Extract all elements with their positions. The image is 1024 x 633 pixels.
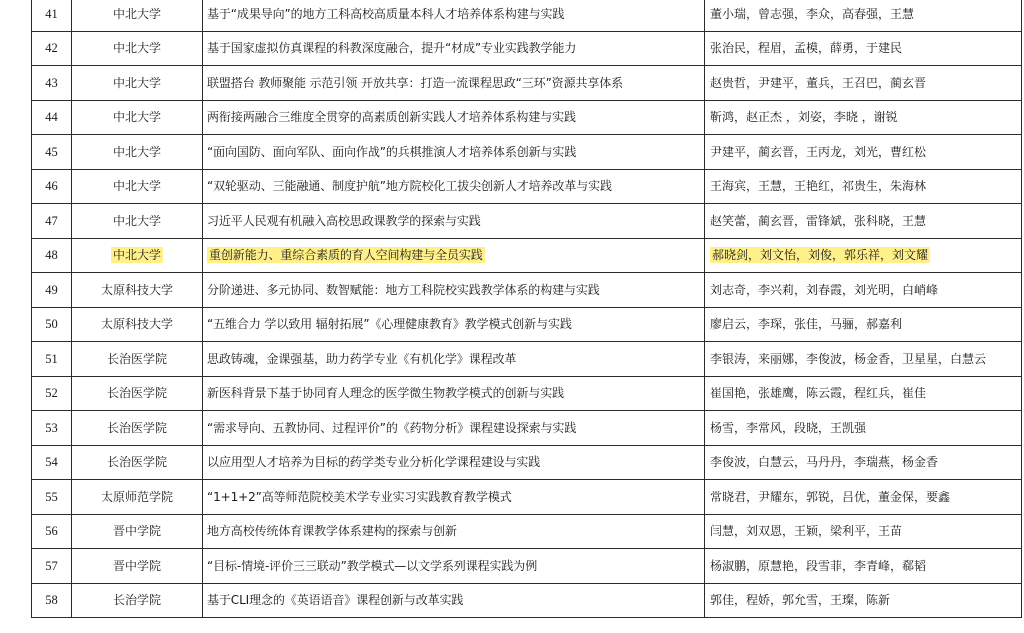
- authors-text: 张治民，程眉，孟模，薛勇，于建民: [710, 41, 903, 56]
- project-title-cell: [203, 445, 705, 480]
- row-number-text: 48: [45, 248, 58, 263]
- project-title-cell: [203, 135, 705, 170]
- row-number-text: 55: [45, 489, 58, 504]
- project-title-text: 习近平人民观有机融入高校思政课教学的探索与实践: [207, 213, 481, 228]
- row-number-text: 58: [45, 593, 58, 608]
- row-number-text: 50: [45, 317, 58, 332]
- row-number-text: 44: [45, 110, 58, 125]
- project-title-cell: [203, 549, 705, 584]
- authors-cell: [705, 307, 1022, 342]
- school-text: 中北大学: [112, 144, 161, 159]
- row-number-cell: [32, 0, 72, 31]
- table-row: [32, 238, 1022, 273]
- table-row: [32, 342, 1022, 377]
- page-bottom-margin: [0, 622, 1024, 633]
- authors-cell: [705, 273, 1022, 308]
- authors-cell: [705, 514, 1022, 549]
- project-title-cell: [203, 411, 705, 446]
- school-cell: [72, 169, 203, 204]
- row-number-text: 57: [45, 558, 58, 573]
- row-number-text: 56: [45, 524, 58, 539]
- school-cell: [72, 480, 203, 515]
- table-row: [32, 307, 1022, 342]
- school-text: 中北大学: [112, 6, 161, 21]
- authors-cell: [705, 31, 1022, 66]
- row-number-text: 46: [45, 179, 58, 194]
- project-title-text: “目标-情境-评价三三联动”教学模式—以文学系列课程实践为例: [207, 558, 538, 573]
- project-title-cell: [203, 204, 705, 239]
- row-number-text: 49: [45, 282, 58, 297]
- project-title-text: 重创新能力、重综合素质的育人空间构建与全员实践: [209, 248, 483, 263]
- authors-text: 靳鸿，赵正杰 ，刘姿，李晓 ，谢锐: [710, 110, 898, 125]
- table-row: [32, 100, 1022, 135]
- authors-cell: [705, 100, 1022, 135]
- school-text: 中北大学: [112, 110, 161, 125]
- row-number-cell: [32, 31, 72, 66]
- authors-text: 董小瑞，曾志强，李众，高春强，王慧: [710, 6, 915, 21]
- table-row: [32, 583, 1022, 618]
- project-title-text: 基于“成果导向”的地方工科高校高质量本科人才培养体系构建与实践: [207, 6, 565, 21]
- row-number-text: 42: [45, 41, 58, 56]
- table-row: [32, 169, 1022, 204]
- row-number-text: 47: [45, 213, 58, 228]
- project-title-text: 思政铸魂，金课强基，助力药学专业《有机化学》课程改革: [207, 351, 517, 366]
- authors-text: 崔国艳，张雄鹰，陈云霞，程红兵，崔佳: [710, 386, 927, 401]
- authors-cell: [705, 376, 1022, 411]
- school-cell: [72, 0, 203, 31]
- row-number-text: 45: [45, 144, 58, 159]
- table-row: [32, 0, 1022, 31]
- row-number-cell: [32, 549, 72, 584]
- authors-cell: [705, 411, 1022, 446]
- authors-cell: [705, 549, 1022, 584]
- authors-text: 李俊波，白慧云，马丹丹，李瑞燕，杨金香: [710, 455, 939, 470]
- project-title-text: 两衔接两融合三维度全贯穿的高素质创新实践人才培养体系构建与实践: [207, 110, 576, 125]
- project-title-cell: [203, 583, 705, 618]
- authors-cell: [705, 445, 1022, 480]
- authors-text: 杨雪，李常风，段晓，王凯强: [710, 420, 867, 435]
- school-text: 太原师范学院: [100, 489, 173, 504]
- project-title-text: “1+1+2”高等师范院校美术学专业实习实践教育教学模式: [207, 489, 512, 504]
- school-text: 中北大学: [112, 41, 161, 56]
- school-text: 太原科技大学: [100, 282, 173, 297]
- row-number-cell: [32, 238, 72, 273]
- authors-cell: [705, 583, 1022, 618]
- row-number-cell: [32, 204, 72, 239]
- row-number-cell: [32, 66, 72, 101]
- row-number-cell: [32, 411, 72, 446]
- table-row: [32, 514, 1022, 549]
- project-title-cell: [203, 169, 705, 204]
- project-title-text: “面向国防、面向军队、面向作战”的兵棋推演人才培养体系创新与实践: [207, 144, 577, 159]
- row-number-cell: [32, 100, 72, 135]
- school-cell: [72, 411, 203, 446]
- project-title-cell: [203, 66, 705, 101]
- project-title-cell: [203, 480, 705, 515]
- authors-text: 廖启云，李琛，张佳，马骊，郝嘉利: [710, 317, 903, 332]
- results-table-container: [31, 0, 1022, 618]
- authors-text: 赵贵哲，尹建平，董兵，王召巴，蔺玄晋: [710, 75, 927, 90]
- school-cell: [72, 583, 203, 618]
- authors-text: 杨淑鹏，原慧艳，段雪菲，李青峰，郗韬: [710, 558, 927, 573]
- school-cell: [72, 307, 203, 342]
- row-number-text: 51: [45, 351, 58, 366]
- table-row: [32, 273, 1022, 308]
- school-text: 长治医学院: [106, 351, 167, 366]
- authors-text: 赵笑蕾，蔺玄晋，雷锋斌，张科晓，王慧: [710, 213, 927, 228]
- school-cell: [72, 135, 203, 170]
- project-title-cell: [203, 0, 705, 31]
- school-cell: [72, 376, 203, 411]
- school-cell: [72, 273, 203, 308]
- row-number-text: 41: [45, 6, 58, 21]
- authors-cell: [705, 0, 1022, 31]
- authors-text: 常晓君，尹耀东，郭锐，吕优，董金保，要鑫: [710, 489, 951, 504]
- school-cell: [72, 238, 203, 273]
- authors-cell: [705, 238, 1022, 273]
- row-number-cell: [32, 307, 72, 342]
- authors-text: 李银涛，来丽娜，李俊波，杨金香，卫星星，白慧云: [710, 351, 987, 366]
- row-number-cell: [32, 342, 72, 377]
- table-row: [32, 135, 1022, 170]
- project-title-cell: [203, 376, 705, 411]
- school-text: 长治学院: [112, 593, 161, 608]
- table-row: [32, 549, 1022, 584]
- table-row: [32, 480, 1022, 515]
- row-number-text: 43: [45, 75, 58, 90]
- authors-cell: [705, 66, 1022, 101]
- school-cell: [72, 100, 203, 135]
- row-number-cell: [32, 445, 72, 480]
- project-title-text: 地方高校传统体育课教学体系建构的探索与创新: [207, 524, 457, 539]
- table-row: [32, 31, 1022, 66]
- school-text: 晋中学院: [112, 558, 161, 573]
- authors-cell: [705, 342, 1022, 377]
- results-table: [31, 0, 1022, 618]
- project-title-text: 新医科背景下基于协同育人理念的医学微生物教学模式的创新与实践: [207, 386, 565, 401]
- project-title-text: 分阶递进、多元协同、数智赋能：地方工科院校实践教学体系的构建与实践: [207, 282, 600, 297]
- project-title-cell: [203, 31, 705, 66]
- school-cell: [72, 31, 203, 66]
- project-title-text: 联盟搭台 教师聚能 示范引领 开放共享：打造一流课程思政“三环”资源共享体系: [207, 75, 624, 90]
- school-cell: [72, 445, 203, 480]
- project-title-cell: [203, 100, 705, 135]
- results-table-body: [32, 0, 1022, 618]
- school-cell: [72, 514, 203, 549]
- project-title-cell: [203, 342, 705, 377]
- authors-text: 郭佳，程娇，郭允雪，王璨，陈新: [710, 593, 891, 608]
- project-title-cell: [203, 273, 705, 308]
- authors-text: 闫慧，刘双恩，王颖，梁利平，王苗: [710, 524, 903, 539]
- row-number-cell: [32, 480, 72, 515]
- authors-text: 郝晓剑，刘文怡，刘俊，郭乐祥，刘文耀: [712, 248, 929, 263]
- project-title-text: “双轮驱动、三能融通、制度护航”地方院校化工拔尖创新人才培养改革与实践: [207, 179, 612, 194]
- authors-text: 尹建平，蔺玄晋，王丙龙，刘光，曹红松: [710, 144, 927, 159]
- school-text: 中北大学: [112, 75, 161, 90]
- school-text: 长治医学院: [106, 455, 167, 470]
- authors-text: 刘志奇，李兴莉，刘春霞，刘光明，白峭峰: [710, 282, 939, 297]
- project-title-text: 基于CLI理念的《英语语音》课程创新与改革实践: [207, 593, 464, 608]
- school-cell: [72, 204, 203, 239]
- project-title-cell: [203, 307, 705, 342]
- authors-cell: [705, 480, 1022, 515]
- project-title-cell: [203, 514, 705, 549]
- row-number-cell: [32, 583, 72, 618]
- project-title-text: “需求导向、五教协同、过程评价”的《药物分析》课程建设探索与实践: [207, 420, 577, 435]
- school-cell: [72, 66, 203, 101]
- school-text: 中北大学: [112, 179, 161, 194]
- table-row: [32, 376, 1022, 411]
- row-number-cell: [32, 514, 72, 549]
- authors-cell: [705, 169, 1022, 204]
- row-number-text: 53: [45, 420, 58, 435]
- school-text: 长治医学院: [106, 386, 167, 401]
- table-row: [32, 66, 1022, 101]
- table-row: [32, 411, 1022, 446]
- authors-text: 王海宾，王慧，王艳红，祁贵生，朱海林: [710, 179, 927, 194]
- school-text: 中北大学: [112, 248, 161, 263]
- school-text: 长治医学院: [106, 420, 167, 435]
- school-cell: [72, 342, 203, 377]
- row-number-cell: [32, 376, 72, 411]
- authors-cell: [705, 135, 1022, 170]
- school-text: 太原科技大学: [100, 317, 173, 332]
- school-cell: [72, 549, 203, 584]
- row-number-cell: [32, 135, 72, 170]
- project-title-text: “五维合力 学以致用 辐射拓展”《心理健康教育》教学模式创新与实践: [207, 317, 572, 332]
- project-title-cell: [203, 238, 705, 273]
- table-row: [32, 204, 1022, 239]
- project-title-text: 以应用型人才培养为目标的药学类专业分析化学课程建设与实践: [207, 455, 541, 470]
- row-number-cell: [32, 273, 72, 308]
- row-number-cell: [32, 169, 72, 204]
- row-number-text: 52: [45, 386, 58, 401]
- row-number-text: 54: [45, 455, 58, 470]
- authors-cell: [705, 204, 1022, 239]
- table-row: [32, 445, 1022, 480]
- project-title-text: 基于国家虚拟仿真课程的科教深度融合，提升“材成”专业实践教学能力: [207, 41, 577, 56]
- school-text: 晋中学院: [112, 524, 161, 539]
- school-text: 中北大学: [112, 213, 161, 228]
